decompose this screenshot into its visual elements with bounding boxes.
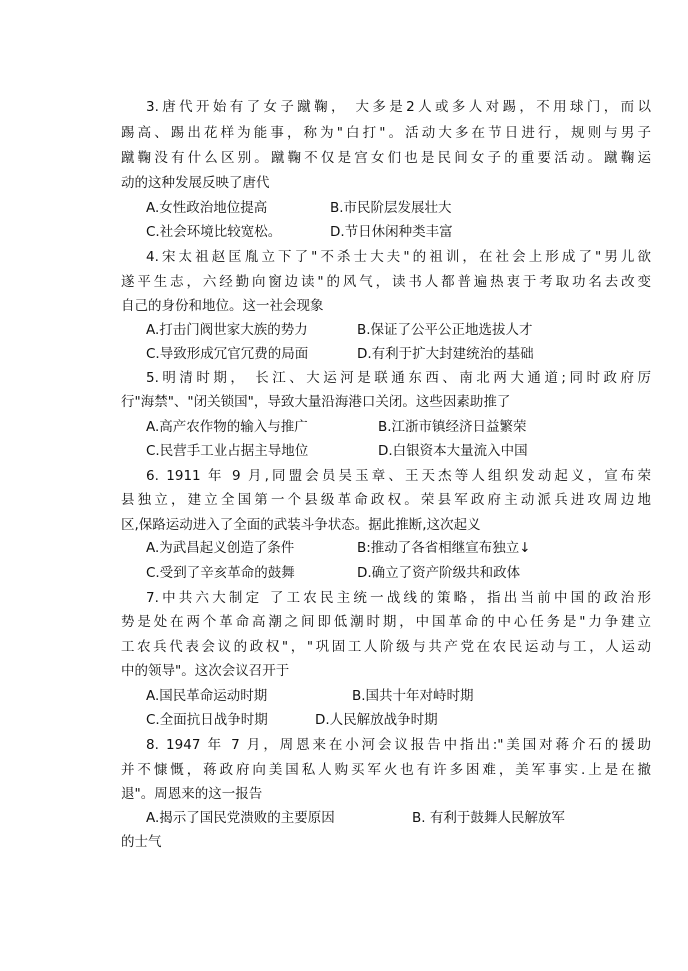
q3-line-4: 动的这种发展反映了唐代 <box>121 175 270 191</box>
q4-option-c[interactable]: C.导致形成冗官冗费的局面 <box>146 346 309 362</box>
q5-line-2: 行"海禁"、"闭关锁国"，导致大量沿海港口关闭。这些因素助推了 <box>121 394 511 410</box>
q7-option-a[interactable]: A.国民革命运动时期 <box>146 688 268 704</box>
q6-option-a[interactable]: A.为武昌起义创造了条件 <box>146 540 295 556</box>
q6-line-2: 县独立，建立全国第一个县级革命政权。荣县军政府主动派兵进攻周边地 <box>121 492 651 508</box>
q6-line-1: 6. 1911 年 9 月,同盟会员吴玉章、王天杰等人组织发动起义，宣布荣 <box>146 468 651 484</box>
q7-option-b[interactable]: B.国共十年对峙时期 <box>352 688 474 704</box>
q7-line-4: 中的领导"。这次会议召开于 <box>121 663 290 679</box>
q4-line-2: 遂平生志，六经勤向窗边读"的风气，读书人都普遍热衷于考取功名去改变 <box>121 274 651 290</box>
q3-line-2: 踢高、踢出花样为能事，称为"白打"。活动大多在节日进行，规则与男子 <box>121 125 651 141</box>
q7-line-1: 7.中共六大制定 了工农民主统一战线的策略，指出当前中国的政治形 <box>146 590 651 606</box>
q6-option-c[interactable]: C.受到了辛亥革命的鼓舞 <box>146 565 295 581</box>
q4-option-b[interactable]: B.保证了公平公正地选拔人才 <box>357 322 533 338</box>
q4-line-1: 4.宋太祖赵匡胤立下了"不杀士大夫"的祖训，在社会上形成了"男儿欲 <box>146 249 651 265</box>
q8-line-1: 8. 1947 年 7 月，周恩来在小河会议报告中指出:"美国对蒋介石的援助 <box>146 737 651 753</box>
q3-option-a[interactable]: A.女性政治地位提高 <box>146 200 268 216</box>
q8-option-a[interactable]: A.揭示了国民党溃败的主要原因 <box>146 810 335 826</box>
q3-option-b[interactable]: B.市民阶层发展壮大 <box>330 200 452 216</box>
q6-option-d[interactable]: D.确立了资产阶级共和政体 <box>357 565 521 581</box>
q7-line-2: 势是处在两个革命高潮之间即低潮时期，中国革命的中心任务是"力争建立 <box>121 614 651 630</box>
q5-option-c[interactable]: C.民营手工业占据主导地位 <box>146 443 309 459</box>
q5-option-d[interactable]: D.白银资本大量流入中国 <box>378 443 528 459</box>
q3-option-c[interactable]: C.社会环境比较宽松。 <box>146 224 282 240</box>
q3-line-1: 3.唐代开始有了女子蹴鞠， 大多是2人或多人对踢，不用球门，而以 <box>146 99 651 115</box>
q6-line-3: 区,保路运动进入了全面的武装斗争状态。据此推断,这次起义 <box>121 517 481 533</box>
q5-option-a[interactable]: A.高产农作物的输入与推广 <box>146 419 308 435</box>
q5-line-1: 5.明清时期， 长江、大运河是联通东西、南北两大通道;同时政府厉 <box>146 370 651 386</box>
q7-option-d[interactable]: D.人民解放战争时期 <box>315 712 438 728</box>
q8-line-2: 并不慷慨，蒋政府向美国私人购买军火也有许多困难，美军事实.上是在撤 <box>121 762 651 778</box>
q4-line-3: 自己的身份和地位。这一社会现象 <box>121 298 324 314</box>
q6-option-b[interactable]: B:推动了各省相继宣布独立↓ <box>357 540 531 556</box>
q4-option-a[interactable]: A.打击门阀世家大族的势力 <box>146 322 308 338</box>
q5-option-b[interactable]: B.江浙市镇经济日益繁荣 <box>378 419 527 435</box>
q8-option-b[interactable]: B. 有利于鼓舞人民解放军 <box>412 810 565 826</box>
q4-option-d[interactable]: D.有利于扩大封建统治的基础 <box>357 346 534 362</box>
q8-option-b-continued: 的士气 <box>121 834 162 850</box>
q7-option-c[interactable]: C.全面抗日战争时期 <box>146 712 268 728</box>
q7-line-3: 工农兵代表会议的政权"，"巩固工人阶级与共产党在农民运动与工，人运动 <box>121 639 651 655</box>
q3-line-3: 蹴鞠没有什么区别。蹴鞠不仅是宫女们也是民间女子的重要活动。蹴鞠运 <box>121 150 651 166</box>
q3-option-d[interactable]: D.节日休闲种类丰富 <box>330 224 453 240</box>
q8-line-3: 退"。周恩来的这一报告 <box>121 786 263 802</box>
